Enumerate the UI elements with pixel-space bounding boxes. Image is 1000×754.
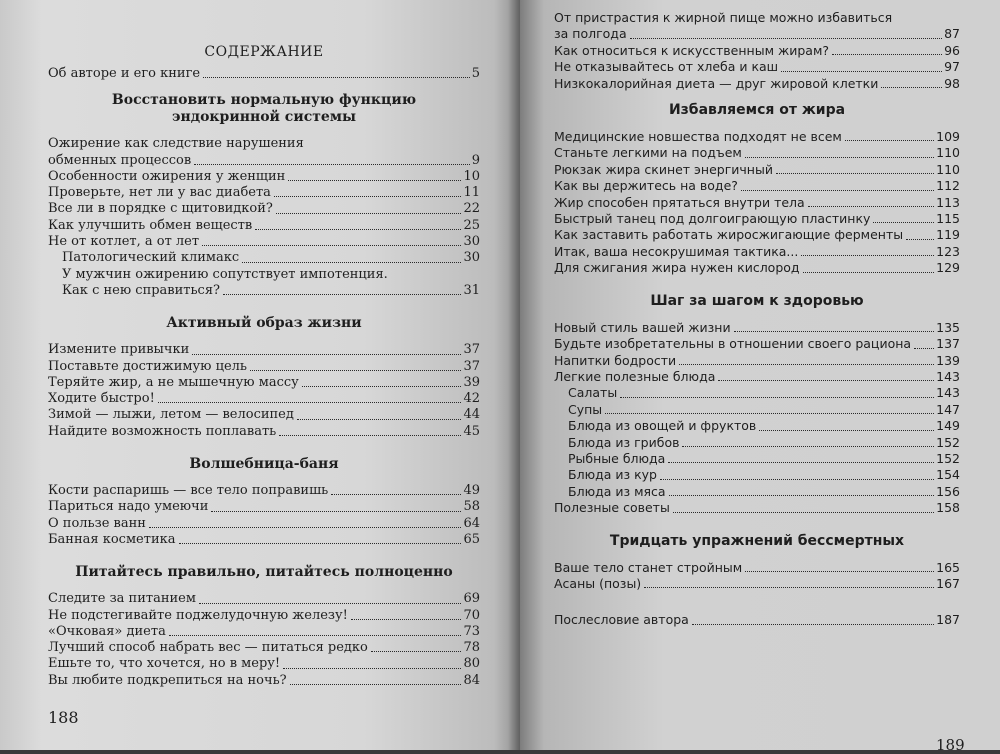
page-number: 165 — [936, 559, 960, 575]
page-number: 110 — [936, 145, 960, 161]
toc-entry — [554, 145, 960, 161]
leader-dots — [803, 272, 935, 273]
section-heading-line: Шаг за шагом к здоровью — [650, 292, 864, 309]
entry-title: Банная косметика — [48, 531, 176, 547]
leader-dots — [211, 511, 461, 512]
leader-dots — [781, 71, 942, 72]
toc-entry — [48, 407, 480, 423]
leader-dots — [679, 364, 934, 365]
page-number-right: 189 — [936, 736, 965, 754]
page-number: 110 — [936, 161, 960, 177]
page-number: 84 — [463, 672, 480, 688]
leader-dots — [223, 294, 461, 295]
toc-entry — [48, 516, 480, 532]
entry-title: Рюкзак жира скинет энергичный — [554, 161, 773, 177]
leader-dots — [179, 543, 462, 544]
section-heading-line: Активный образ жизни — [166, 315, 362, 332]
leader-dots — [331, 494, 461, 495]
page-number: 70 — [463, 607, 480, 623]
toc-title: СОДЕРЖАНИЕ — [204, 44, 324, 60]
toc-entry — [48, 201, 480, 217]
toc-entry — [48, 169, 480, 185]
section-heading — [48, 92, 480, 126]
entry-title: Измените привычки — [48, 342, 190, 358]
toc-entry — [554, 418, 960, 434]
leader-dots — [605, 413, 934, 414]
leader-dots — [759, 430, 934, 431]
entry-title: Послесловие автора — [554, 612, 689, 628]
leader-dots — [718, 380, 934, 381]
page-number: 152 — [936, 434, 960, 450]
toc-entry — [554, 26, 960, 42]
entry-title: Рыбные блюда — [568, 450, 666, 466]
section-heading-line: Тридцать упражнений бессмертных — [609, 532, 905, 549]
entry-title: Супы — [568, 401, 603, 417]
toc-entry-afterword — [554, 612, 960, 628]
leader-dots — [202, 245, 461, 246]
page-number: 65 — [463, 531, 480, 547]
page-number: 25 — [463, 217, 480, 233]
page-number: 45 — [463, 423, 480, 439]
entry-title: О пользе ванн — [48, 515, 146, 531]
leader-dots — [250, 370, 461, 371]
entry-title: Как относиться к искусственным жирам? — [554, 42, 830, 58]
toc-entry — [554, 336, 960, 352]
toc-entry — [554, 484, 960, 500]
entry-title-line: У мужчин ожирению сопутствует импотенция. — [62, 266, 388, 282]
toc-entry — [554, 369, 960, 385]
leader-dots — [906, 239, 934, 240]
left-sections — [48, 92, 480, 695]
page-number: 97 — [944, 59, 960, 75]
toc-entry — [554, 320, 960, 336]
leader-dots — [620, 397, 934, 398]
leader-dots — [297, 419, 462, 420]
page-number: 139 — [936, 352, 960, 368]
page-number: 109 — [936, 129, 960, 145]
entry-title: Для сжигания жира нужен кислород — [554, 260, 800, 276]
entry-title: Полезные советы — [554, 500, 670, 516]
page-number: 31 — [463, 282, 480, 298]
leader-dots — [914, 348, 934, 349]
leader-dots — [682, 446, 934, 447]
toc-entry — [48, 234, 480, 250]
leader-dots — [351, 619, 462, 620]
page-number: 22 — [463, 201, 480, 217]
toc-entry — [554, 211, 960, 227]
leader-dots — [832, 54, 942, 55]
entry-title: Как вы держитесь на воде? — [554, 178, 738, 194]
leader-dots — [290, 684, 462, 685]
leader-dots — [194, 164, 470, 165]
entry-title: Блюда из кур — [568, 467, 657, 483]
toc-entry — [554, 500, 960, 516]
entry-title: Кости распаришь — все тело поправишь — [48, 483, 329, 499]
page-number: 42 — [463, 391, 480, 407]
toc-entry — [48, 283, 480, 299]
toc-entry — [48, 359, 480, 375]
toc-entry — [554, 576, 960, 592]
leader-dots — [276, 213, 462, 214]
page-number: 30 — [463, 250, 480, 266]
toc-entry — [554, 260, 960, 276]
toc-entry — [48, 591, 480, 607]
page-number: 119 — [936, 227, 960, 243]
toc-entry — [48, 185, 480, 201]
page-number: 37 — [463, 342, 480, 358]
section-heading — [554, 102, 960, 119]
entry-title: Итак, ваша несокрушимая тактика... — [554, 243, 799, 259]
page-number: 158 — [936, 500, 960, 516]
entry-title: Особенности ожирения у женщин — [48, 168, 286, 184]
page-number: 78 — [463, 640, 480, 656]
toc-entry — [554, 385, 960, 401]
entry-title: Как улучшить обмен веществ — [48, 217, 253, 233]
leader-dots — [192, 354, 461, 355]
toc-entry — [554, 560, 960, 576]
entry-title: Станьте легкими на подъем — [554, 145, 742, 161]
toc-entry — [554, 195, 960, 211]
toc-entry — [554, 353, 960, 369]
entry-title: Блюда из мяса — [568, 483, 666, 499]
page-number: 44 — [463, 407, 480, 423]
page-number: 129 — [936, 260, 960, 276]
leader-dots — [169, 635, 462, 636]
entry-title: Об авторе и его книге — [48, 66, 201, 81]
section-heading-line: Избавляемся от жира — [668, 102, 846, 119]
leader-dots — [283, 668, 461, 669]
leader-dots — [745, 157, 934, 158]
leader-dots — [255, 229, 461, 230]
page-number: 115 — [936, 211, 960, 227]
page-number: 147 — [936, 401, 960, 417]
page-number: 156 — [936, 483, 960, 499]
entry-title: Медицинские новшества подходят не всем — [554, 129, 842, 145]
leader-dots — [881, 87, 942, 88]
page-number: 143 — [936, 368, 960, 384]
entry-title: Как заставить работать жиросжигающие ферменты — [554, 227, 904, 243]
leader-dots — [741, 190, 934, 191]
leader-dots — [776, 173, 934, 174]
toc-entry — [554, 402, 960, 418]
toc-entry — [554, 162, 960, 178]
entry-title: Следите за питанием — [48, 591, 196, 607]
entry-title: Напитки бодрости — [554, 352, 677, 368]
leader-dots — [845, 140, 934, 141]
page-number: 135 — [936, 319, 960, 335]
page-number: 98 — [944, 75, 960, 91]
leader-dots — [279, 435, 461, 436]
entry-title: Зимой — лыжи, летом — велосипед — [48, 407, 294, 423]
toc-entry — [554, 129, 960, 145]
entry-title: Ходите быстро! — [48, 391, 155, 407]
page-number: 30 — [463, 234, 480, 250]
toc-entry — [48, 608, 480, 624]
toc-entry — [554, 227, 960, 243]
entry-title: Поставьте достижимую цель — [48, 358, 247, 374]
page-number: 39 — [463, 374, 480, 390]
leader-dots — [149, 527, 462, 528]
leader-dots — [371, 651, 462, 652]
entry-title: Асаны (позы) — [554, 575, 642, 591]
page-number: 73 — [463, 623, 480, 639]
entry-title: Будьте изобретательны в отношении своего рациона — [554, 336, 912, 352]
toc-entry — [48, 640, 480, 656]
leader-dots — [801, 255, 934, 256]
entry-title: Ваше тело станет стройным — [554, 559, 743, 575]
toc-entry — [554, 76, 960, 92]
page-number: 113 — [936, 194, 960, 210]
entry-title-line: Ожирение как следствие нарушения — [48, 136, 304, 152]
toc-entry — [554, 435, 960, 451]
entry-title: Жир способен прятаться внутри тела — [554, 194, 805, 210]
section-heading-line: Волшебница-баня — [189, 456, 339, 473]
toc-entry-intro — [48, 66, 480, 82]
right-page — [520, 0, 1000, 750]
entry-title: Блюда из грибов — [568, 434, 680, 450]
page-number: 152 — [936, 450, 960, 466]
toc-entry — [48, 656, 480, 672]
entry-title: Патологический климакс — [62, 250, 240, 266]
entry-title: Быстрый танец под долгоиграющую пластинку — [554, 211, 871, 227]
leader-dots — [734, 331, 935, 332]
leader-dots — [873, 222, 934, 223]
right-sections — [554, 102, 960, 598]
page-number: 123 — [936, 243, 960, 259]
entry-title: обменных процессов — [48, 152, 192, 168]
toc-entry — [48, 483, 480, 499]
toc-entry — [48, 673, 480, 689]
page-number: 80 — [463, 656, 480, 672]
page-number: 5 — [471, 66, 480, 81]
right-top-entries — [554, 10, 960, 92]
entry-title: Париться надо умеючи — [48, 499, 209, 515]
toc-entry — [48, 391, 480, 407]
section-heading-line: Питайтесь правильно, питайтесь полноценно — [75, 564, 453, 581]
entry-title: Найдите возможность поплавать — [48, 423, 277, 439]
toc-entry — [554, 43, 960, 59]
entry-title: Блюда из овощей и фруктов — [568, 418, 757, 434]
entry-title: «Очковая» диета — [48, 623, 166, 639]
leader-dots — [199, 603, 461, 604]
leader-dots — [668, 462, 934, 463]
entry-title: Как с нею справиться? — [62, 282, 221, 298]
entry-title: Не от котлет, а от лет — [48, 234, 200, 250]
leader-dots — [158, 402, 462, 403]
entry-title: Новый стиль вашей жизни — [554, 319, 731, 335]
page-number: 137 — [936, 336, 960, 352]
toc-entry — [48, 342, 480, 358]
page-number: 9 — [471, 152, 480, 168]
leader-dots — [630, 38, 942, 39]
leader-dots — [288, 180, 461, 181]
entry-title: Не отказывайтесь от хлеба и каш — [554, 59, 779, 75]
entry-title: за полгода — [554, 26, 627, 42]
section-heading — [554, 533, 960, 550]
leader-dots — [660, 479, 934, 480]
leader-dots — [673, 512, 934, 513]
entry-title: Низкокалорийная диета — друг жировой клетки — [554, 75, 879, 91]
toc-entry — [48, 499, 480, 515]
page-number: 49 — [463, 483, 480, 499]
section-heading-line: эндокринной системы — [171, 109, 357, 126]
section-heading-line: Восстановить нормальную функцию — [111, 92, 417, 109]
entry-title: Все ли в порядке с щитовидкой? — [48, 201, 273, 217]
toc-entry — [554, 451, 960, 467]
page-number: 149 — [936, 418, 960, 434]
page-number: 187 — [936, 612, 960, 628]
toc-entry — [48, 375, 480, 391]
page-number: 96 — [944, 42, 960, 58]
section-heading — [48, 456, 480, 473]
entry-title: Вы любите подкрепиться на ночь? — [48, 672, 287, 688]
entry-title: Лучший способ набрать вес — питаться редко — [48, 640, 368, 656]
page-number: 11 — [463, 185, 480, 201]
leader-dots — [808, 206, 934, 207]
toc-entry — [554, 178, 960, 194]
leader-dots — [302, 386, 462, 387]
toc-entry — [48, 624, 480, 640]
toc-entry — [48, 153, 480, 169]
entry-title: Не подстегивайте поджелудочную железу! — [48, 607, 348, 623]
page-number: 64 — [463, 515, 480, 531]
leader-dots — [644, 587, 934, 588]
leader-dots — [745, 571, 934, 572]
page-number-left: 188 — [48, 708, 79, 727]
toc-entry — [554, 59, 960, 75]
page-number: 167 — [936, 575, 960, 591]
entry-title: Салаты — [568, 385, 618, 401]
page-number: 143 — [936, 385, 960, 401]
page-number: 112 — [936, 178, 960, 194]
section-heading — [48, 315, 480, 332]
page-number: 69 — [463, 591, 480, 607]
section-heading — [48, 564, 480, 581]
entry-title: Проверьте, нет ли у вас диабета — [48, 185, 271, 201]
leader-dots — [692, 624, 934, 625]
toc-entry — [48, 424, 480, 440]
page-number: 58 — [463, 499, 480, 515]
toc-entry — [48, 218, 480, 234]
toc-entry — [48, 532, 480, 548]
page-number: 37 — [463, 358, 480, 374]
leader-dots — [274, 196, 462, 197]
page-number: 87 — [944, 26, 960, 42]
page-number: 154 — [936, 467, 960, 483]
leader-dots — [242, 262, 461, 263]
toc-entry — [554, 467, 960, 483]
entry-title: Теряйте жир, а не мышечную массу — [48, 374, 299, 390]
page-number: 10 — [463, 168, 480, 184]
toc-entry — [48, 250, 480, 266]
toc-entry — [554, 244, 960, 260]
section-heading — [554, 293, 960, 310]
leader-dots — [669, 495, 935, 496]
leader-dots — [203, 77, 470, 78]
entry-title-line: От пристрастия к жирной пище можно избавиться — [554, 10, 893, 25]
entry-title: Ешьте то, что хочется, но в меру! — [48, 656, 281, 672]
entry-title: Легкие полезные блюда — [554, 368, 716, 384]
